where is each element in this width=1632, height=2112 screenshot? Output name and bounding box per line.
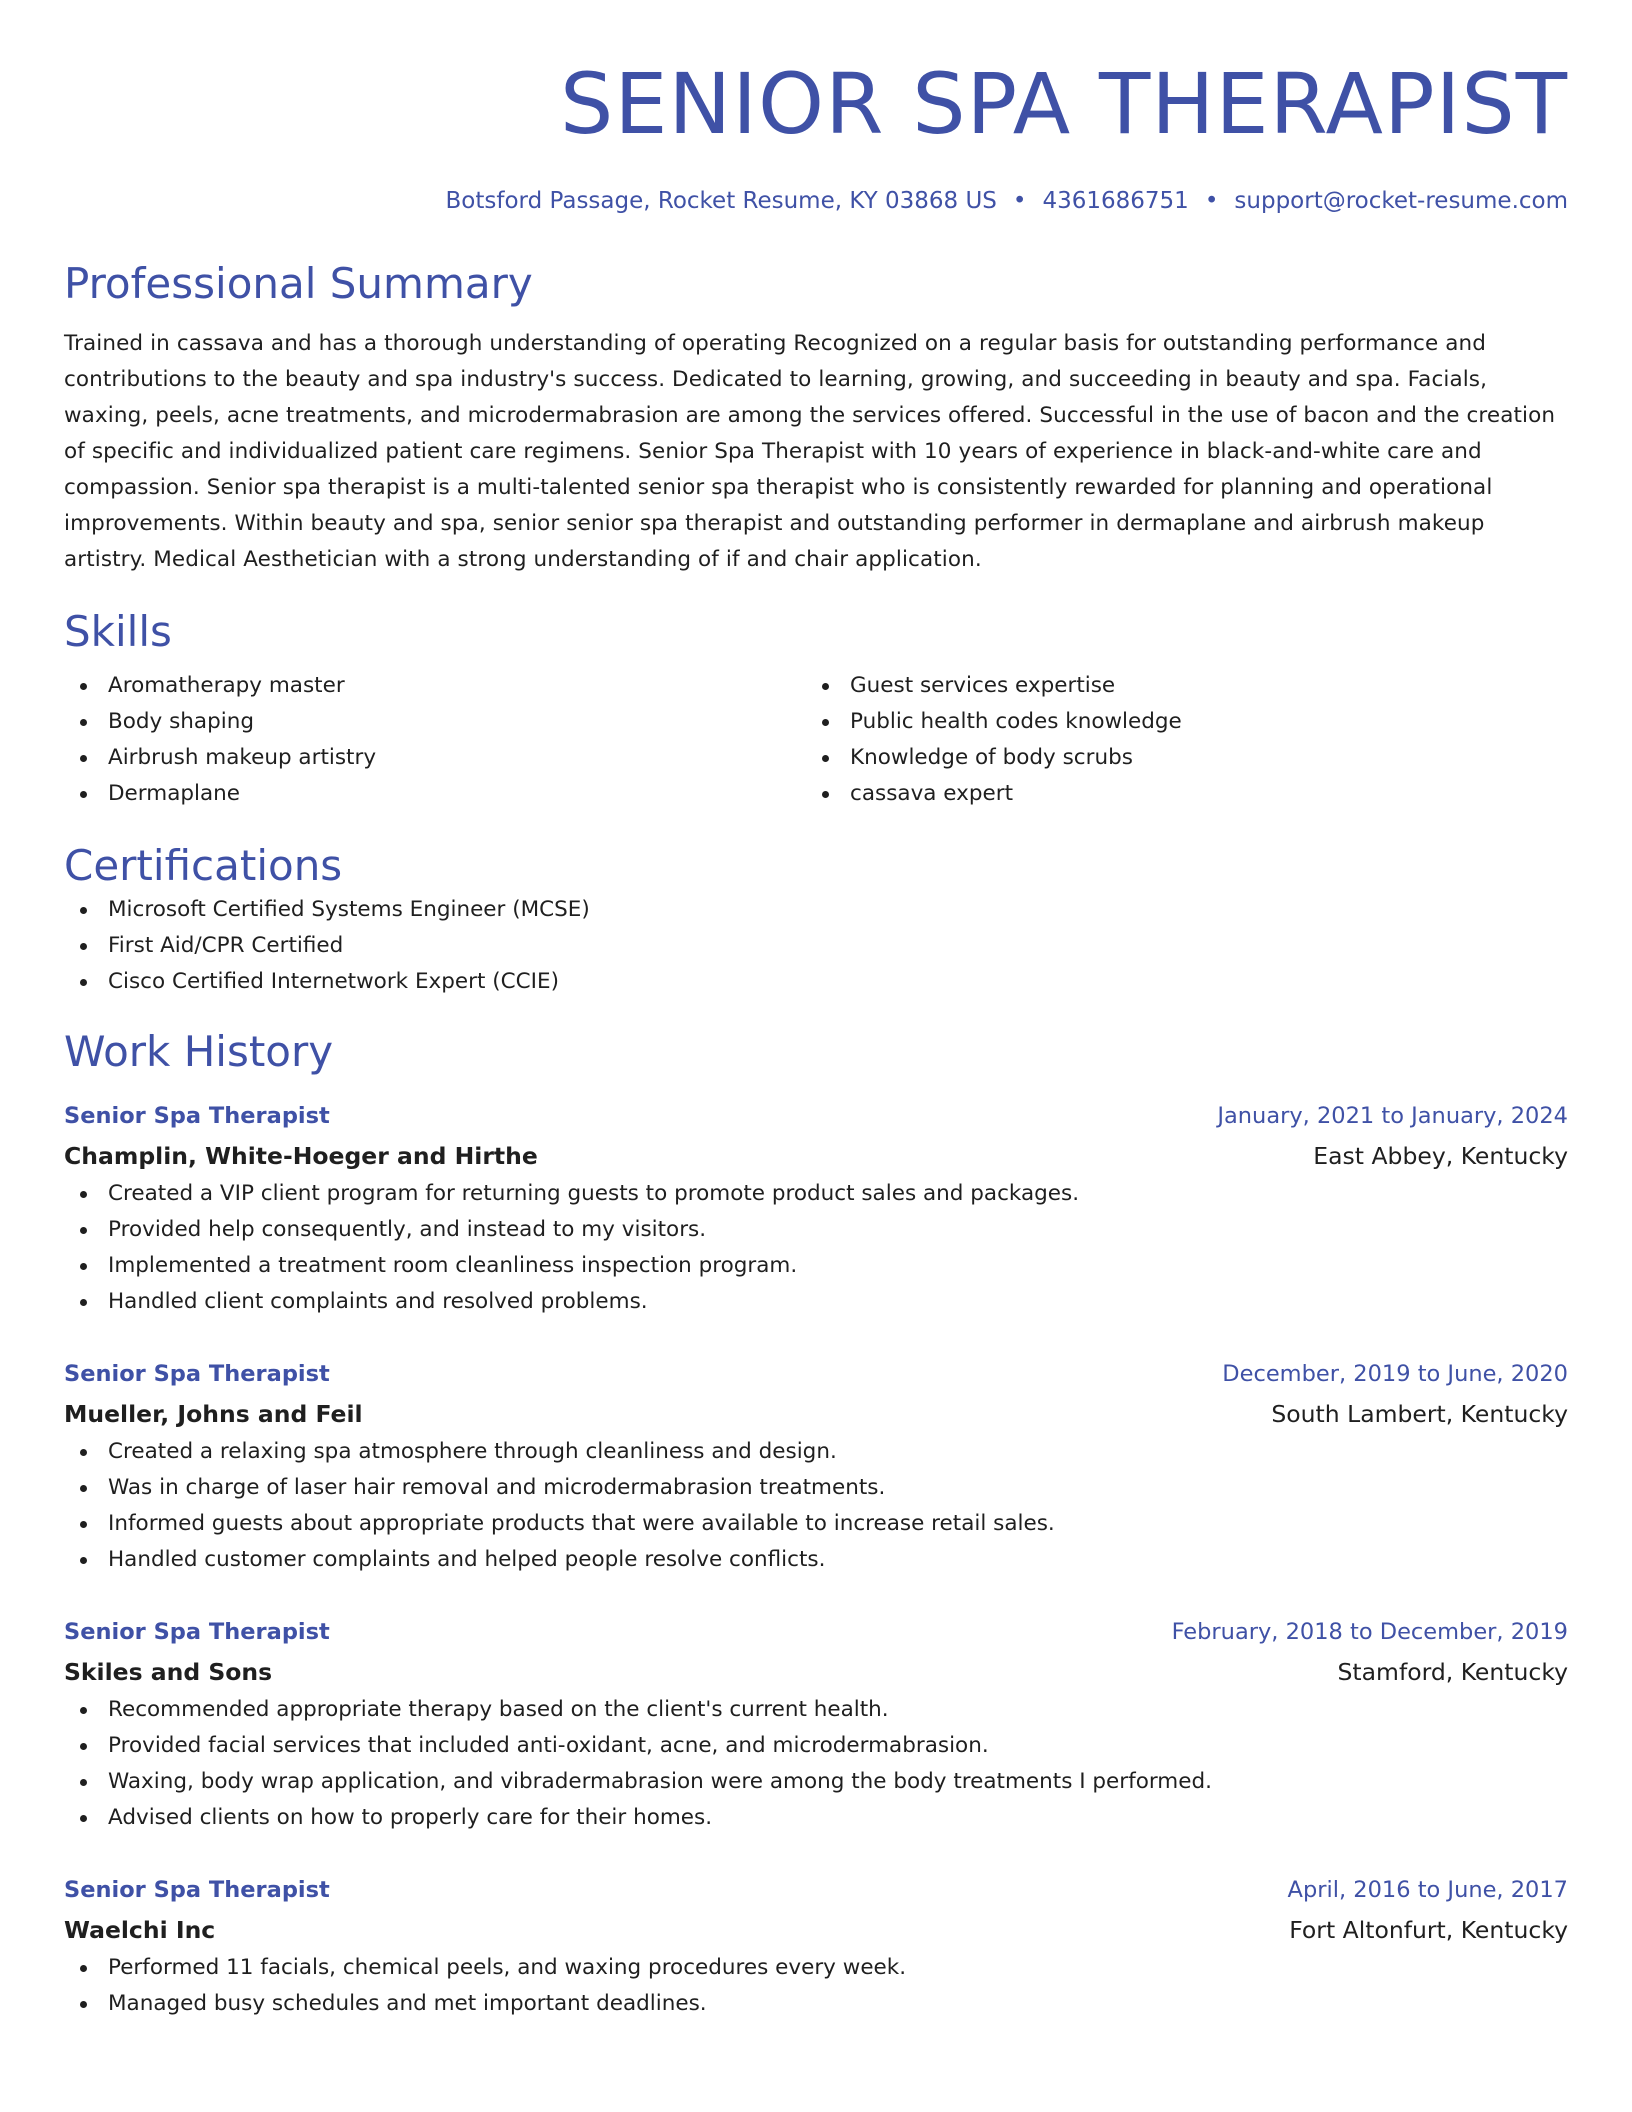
job-company: Mueller, Johns and Feil <box>64 1400 363 1428</box>
job-bullet-list <box>64 1692 1568 1836</box>
contact-line <box>64 186 1568 216</box>
job-bullet <box>64 1764 1568 1800</box>
bullet-icon <box>80 907 87 914</box>
job-title-row <box>64 1612 1568 1652</box>
job-location: Fort Altonfurt, Kentucky <box>1289 1916 1568 1944</box>
job-company-row <box>64 1652 1568 1692</box>
skill-item <box>806 704 1548 740</box>
job-bullet <box>64 1692 1568 1728</box>
certification-item <box>64 964 1568 1000</box>
bullet-icon <box>822 791 829 798</box>
bullet-icon <box>80 979 87 986</box>
skill-label: Airbrush makeup artistry <box>108 745 377 770</box>
job-company: Skiles and Sons <box>64 1658 273 1686</box>
bullet-icon <box>80 1779 87 1786</box>
certification-item <box>64 892 1568 928</box>
job-bullet <box>64 1950 1568 1986</box>
certification-label: Microsoft Certified Systems Engineer (MCSE) <box>108 897 590 922</box>
job-bullet-text: Was in charge of laser hair removal and microdermabrasion treatments. <box>108 1475 886 1500</box>
bullet-icon <box>80 1449 87 1456</box>
bullet-icon <box>80 719 87 726</box>
job-bullet <box>64 1284 1568 1320</box>
skill-label: Knowledge of body scrubs <box>850 745 1133 770</box>
job-bullet <box>64 1212 1568 1248</box>
certification-item <box>64 928 1568 964</box>
job-location: East Abbey, Kentucky <box>1313 1142 1568 1170</box>
bullet-icon <box>80 1815 87 1822</box>
bullet-icon <box>822 719 829 726</box>
job-bullet-text: Waxing, body wrap application, and vibradermabrasion were among the body treatments I performed. <box>108 1769 1212 1794</box>
job-bullet-text: Advised clients on how to properly care for their homes. <box>108 1805 713 1830</box>
bullet-icon <box>80 2001 87 2008</box>
job-bullet <box>64 1986 1568 2022</box>
job-title-row <box>64 1096 1568 1136</box>
job-location: Stamford, Kentucky <box>1337 1658 1568 1686</box>
skills-list-right <box>806 668 1548 812</box>
contact-separator: • <box>1012 188 1027 214</box>
skills-grid <box>64 668 1568 812</box>
skill-label: Dermaplane <box>108 781 241 806</box>
certifications-list <box>64 892 1568 1000</box>
bullet-icon <box>822 683 829 690</box>
job-location: South Lambert, Kentucky <box>1271 1400 1568 1428</box>
skill-item <box>64 740 806 776</box>
job-bullet-text: Created a VIP client program for returning guests to promote product sales and packages. <box>108 1181 1080 1206</box>
job-bullet-text: Informed guests about appropriate products that were available to increase retail sales. <box>108 1511 1055 1536</box>
contact-separator: • <box>1204 188 1219 214</box>
bullet-icon <box>80 1521 87 1528</box>
job-bullet-text: Handled client complaints and resolved problems. <box>108 1289 648 1314</box>
bullet-icon <box>80 1743 87 1750</box>
bullet-icon <box>80 755 87 762</box>
job-entry <box>64 1612 1568 1836</box>
job-title: Senior Spa Therapist <box>64 1361 330 1387</box>
skills-heading: Skills <box>64 607 172 656</box>
skills-list-left <box>64 668 806 812</box>
bullet-icon <box>80 1557 87 1564</box>
job-bullet-text: Recommended appropriate therapy based on the client's current health. <box>108 1697 889 1722</box>
contact-email[interactable]: support@rocket-resume.com <box>1234 188 1568 214</box>
job-dates: April, 2016 to June, 2017 <box>1287 1877 1568 1903</box>
summary-text: Trained in cassava and has a thorough understanding of operating Recognized on a regular basis for outstanding performance and contributions to the beauty and spa industry's success. Dedicated to learning, growing, and succeeding in beauty and spa. Facials, waxing, peels, acne treatments, and microdermabrasion are among the services offered. Successful in the use of bacon and the creation of specific and individualized patient care regimens. Senior Spa Therapist with 10 years of experience in black-and-white care and compassion. Senior spa therapist is a multi-talented senior spa therapist who is consistently rewarded for planning and operational improvements. Within beauty and spa, senior senior spa therapist and outstanding performer in dermaplane and airbrush makeup artistry. Medical Aesthetician with a strong understanding of if and chair application. <box>64 331 1556 572</box>
bullet-icon <box>822 755 829 762</box>
skill-item <box>806 776 1548 812</box>
bullet-icon <box>80 1263 87 1270</box>
job-company: Waelchi Inc <box>64 1916 216 1944</box>
job-title-row <box>64 1354 1568 1394</box>
job-company-row <box>64 1136 1568 1176</box>
job-dates: January, 2021 to January, 2024 <box>1217 1103 1568 1129</box>
skills-column-right <box>806 668 1548 812</box>
job-dates: February, 2018 to December, 2019 <box>1171 1619 1568 1645</box>
summary-heading: Professional Summary <box>64 259 533 308</box>
job-title-row <box>64 1870 1568 1910</box>
job-bullet <box>64 1542 1568 1578</box>
bullet-icon <box>80 1299 87 1306</box>
skill-label: Public health codes knowledge <box>850 709 1182 734</box>
bullet-icon <box>80 791 87 798</box>
job-bullet-text: Performed 11 facials, chemical peels, and waxing procedures every week. <box>108 1955 907 1980</box>
bullet-icon <box>80 943 87 950</box>
job-entry <box>64 1870 1568 2022</box>
bullet-icon <box>80 1191 87 1198</box>
job-bullet-text: Provided help consequently, and instead to my visitors. <box>108 1217 707 1242</box>
job-company-row <box>64 1394 1568 1434</box>
skill-item <box>64 704 806 740</box>
skill-item <box>64 776 806 812</box>
work-history-heading: Work History <box>64 1027 334 1076</box>
skill-item <box>806 668 1548 704</box>
job-entry <box>64 1354 1568 1578</box>
job-bullet-list <box>64 1176 1568 1320</box>
job-bullet <box>64 1470 1568 1506</box>
page-title: SENIOR SPA THERAPIST <box>560 55 1568 153</box>
job-dates: December, 2019 to June, 2020 <box>1222 1361 1568 1387</box>
job-bullet <box>64 1176 1568 1212</box>
job-bullet <box>64 1506 1568 1542</box>
job-bullet-text: Created a relaxing spa atmosphere through cleanliness and design. <box>108 1439 837 1464</box>
certification-label: Cisco Certified Internetwork Expert (CCIE) <box>108 969 559 994</box>
contact-phone: 4361686751 <box>1042 188 1189 214</box>
job-bullet <box>64 1434 1568 1470</box>
skill-label: Aromatherapy master <box>108 673 345 698</box>
bullet-icon <box>80 1965 87 1972</box>
certifications-heading: Certifications <box>64 841 343 890</box>
job-title: Senior Spa Therapist <box>64 1103 330 1129</box>
skills-column-left <box>64 668 806 812</box>
job-bullet-text: Provided facial services that included anti-oxidant, acne, and microdermabrasion. <box>108 1733 989 1758</box>
bullet-icon <box>80 1485 87 1492</box>
bullet-icon <box>80 1227 87 1234</box>
skill-item <box>806 740 1548 776</box>
job-bullet-text: Managed busy schedules and met important deadlines. <box>108 1991 707 2016</box>
bullet-icon <box>80 1707 87 1714</box>
job-bullet-list <box>64 1950 1568 2022</box>
job-bullet <box>64 1728 1568 1764</box>
contact-address: Botsford Passage, Rocket Resume, KY 03868 US <box>445 188 997 214</box>
job-bullet <box>64 1248 1568 1284</box>
job-title: Senior Spa Therapist <box>64 1877 330 1903</box>
job-bullet <box>64 1800 1568 1836</box>
job-entry <box>64 1096 1568 1320</box>
job-company: Champlin, White-Hoeger and Hirthe <box>64 1142 538 1170</box>
skill-label: Body shaping <box>108 709 255 734</box>
job-bullet-text: Handled customer complaints and helped people resolve conflicts. <box>108 1547 826 1572</box>
bullet-icon <box>80 683 87 690</box>
skill-label: cassava expert <box>850 781 1014 806</box>
job-bullet-list <box>64 1434 1568 1578</box>
skill-label: Guest services expertise <box>850 673 1116 698</box>
certification-label: First Aid/CPR Certified <box>108 933 344 958</box>
job-title: Senior Spa Therapist <box>64 1619 330 1645</box>
job-bullet-text: Implemented a treatment room cleanliness inspection program. <box>108 1253 798 1278</box>
job-company-row <box>64 1910 1568 1950</box>
skill-item <box>64 668 806 704</box>
